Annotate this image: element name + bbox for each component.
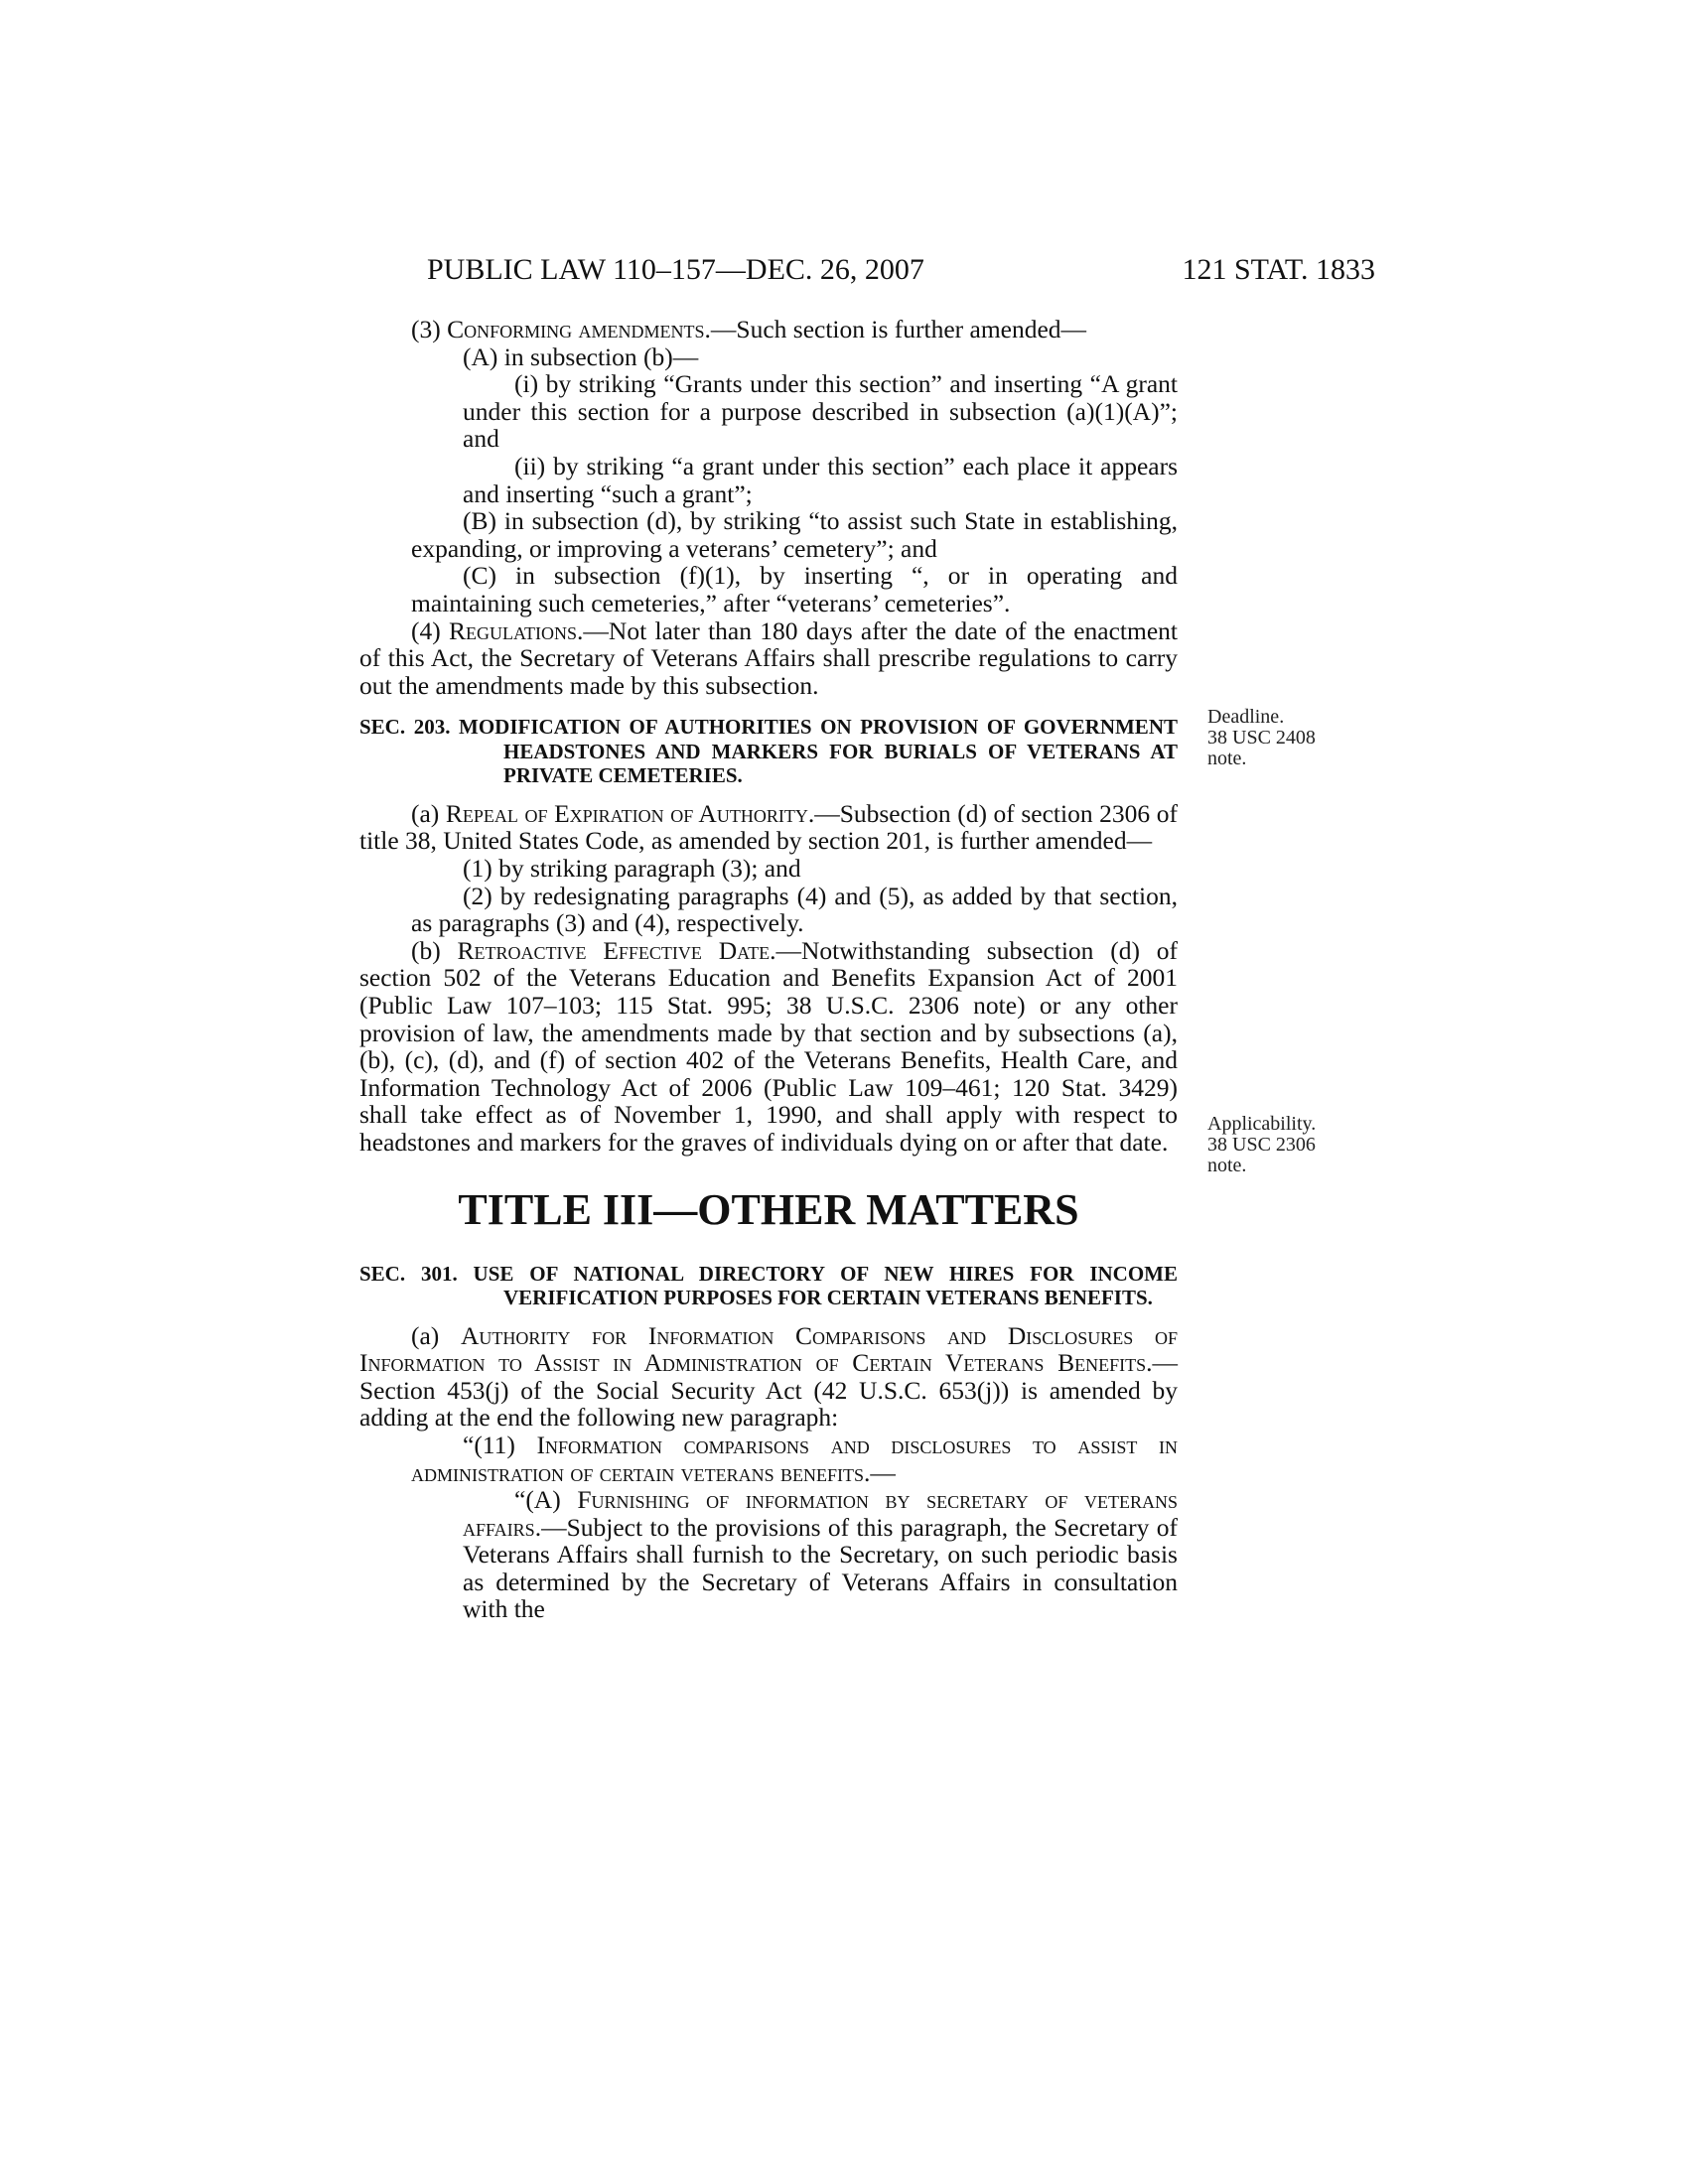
sec203-subsection-b: (b) Retroactive Effective Date.—Notwithstanding subsection (d) of section 502 of the Veterans Education and Benefits Expansion Act of 2001 (Public Law 107–103; 115 Stat. 995; 38 U.S.C. 2306 note) or any other provision of law, the amendments made by that section and by subsections (a), (b), (c), (d), and (f) of section 402 of the Veterans Benefits, Health Care, and Information Technology Act of 2006 (Public Law 109–461; 120 Stat. 3429) shall take effect as of November 1, 1990, and shall apply with respect to headstones and markers for the graves of individuals dying on or after that date. <box>359 935 1178 1157</box>
subparagraph-a: (A) in subsection (b)— <box>463 341 699 371</box>
paragraph-11: “(11) Information comparisons and disclosures to assist in administration of certain veterans benefits.— <box>411 1430 1178 1487</box>
section-301-heading: SEC. 301. USE OF NATIONAL DIRECTORY OF NEW HIRES FOR INCOME VERIFICATION PURPOSES FOR CERTAIN VETERANS BENEFITS. <box>359 1261 1178 1310</box>
paragraph-conforming-amendments: (3) Conforming amendments.—Such section is further amended— <box>411 315 1087 343</box>
clause-i: (i) by striking “Grants under this section” and inserting “A grant under this section for a purpose described in subsection (a)(1)(A)”; and <box>463 369 1178 454</box>
margin-note-deadline: Deadline. 38 USC 2408 note. <box>1207 706 1316 769</box>
subparagraph-b: (B) in subsection (d), by striking “to assist such State in establishing, expanding, or improving a veterans’ cemetery”; and <box>411 506 1178 563</box>
sec203-paragraph-2: (2) by redesignating paragraphs (4) and (5), as added by that section, as paragraphs (3) and (4), respectively. <box>411 881 1178 938</box>
running-header <box>427 250 1375 290</box>
title-iii-heading: TITLE III—OTHER MATTERS <box>458 1184 1079 1234</box>
paragraph-11-subparagraph-a: “(A) Furnishing of information by secretary of veterans affairs.—Subject to the provisions of this paragraph, the Secretary of Veterans Affairs shall furnish to the Secretary, on such periodic basis as determined by the Secretary of Veterans Affairs in consultation with the <box>463 1485 1178 1624</box>
sec203-paragraph-1: (1) by striking paragraph (3); and <box>463 854 801 883</box>
sec203-subsection-a: (a) Repeal of Expiration of Authority.—Subsection (d) of section 2306 of title 38, United States Code, as amended by section 201, is further amended— <box>359 798 1178 856</box>
sec301-subsection-a: (a) Authority for Information Comparisons and Disclosures of Information to Assist in Administration of Certain Veterans Benefits.—Section 453(j) of the Social Security Act (42 U.S.C. 653(j)) is amended by adding at the end the following new paragraph: <box>359 1320 1178 1433</box>
clause-ii: (ii) by striking “a grant under this section” each place it appears and inserting “such a grant”; <box>463 451 1178 508</box>
margin-note-applicability: Applicability. 38 USC 2306 note. <box>1207 1113 1317 1176</box>
subparagraph-c: (C) in subsection (f)(1), by inserting “, or in operating and maintaining such cemeteries,” after “veterans’ cemeteries”. <box>411 561 1178 617</box>
paragraph-regulations: (4) Regulations.—Not later than 180 days after the date of the enactment of this Act, the Secretary of Veterans Affairs shall prescribe regulations to carry out the amendments made by this subsection. <box>359 615 1178 700</box>
statute-page-number: 121 STAT. 1833 <box>1182 253 1375 286</box>
public-law-citation: PUBLIC LAW 110–157—DEC. 26, 2007 <box>427 253 924 286</box>
document-body <box>359 316 1178 1623</box>
section-203-heading: SEC. 203. MODIFICATION OF AUTHORITIES ON PROVISION OF GOVERNMENT HEADSTONES AND MARKERS FOR BURIALS OF VETERANS AT PRIVATE CEMETERIES. <box>359 715 1178 788</box>
